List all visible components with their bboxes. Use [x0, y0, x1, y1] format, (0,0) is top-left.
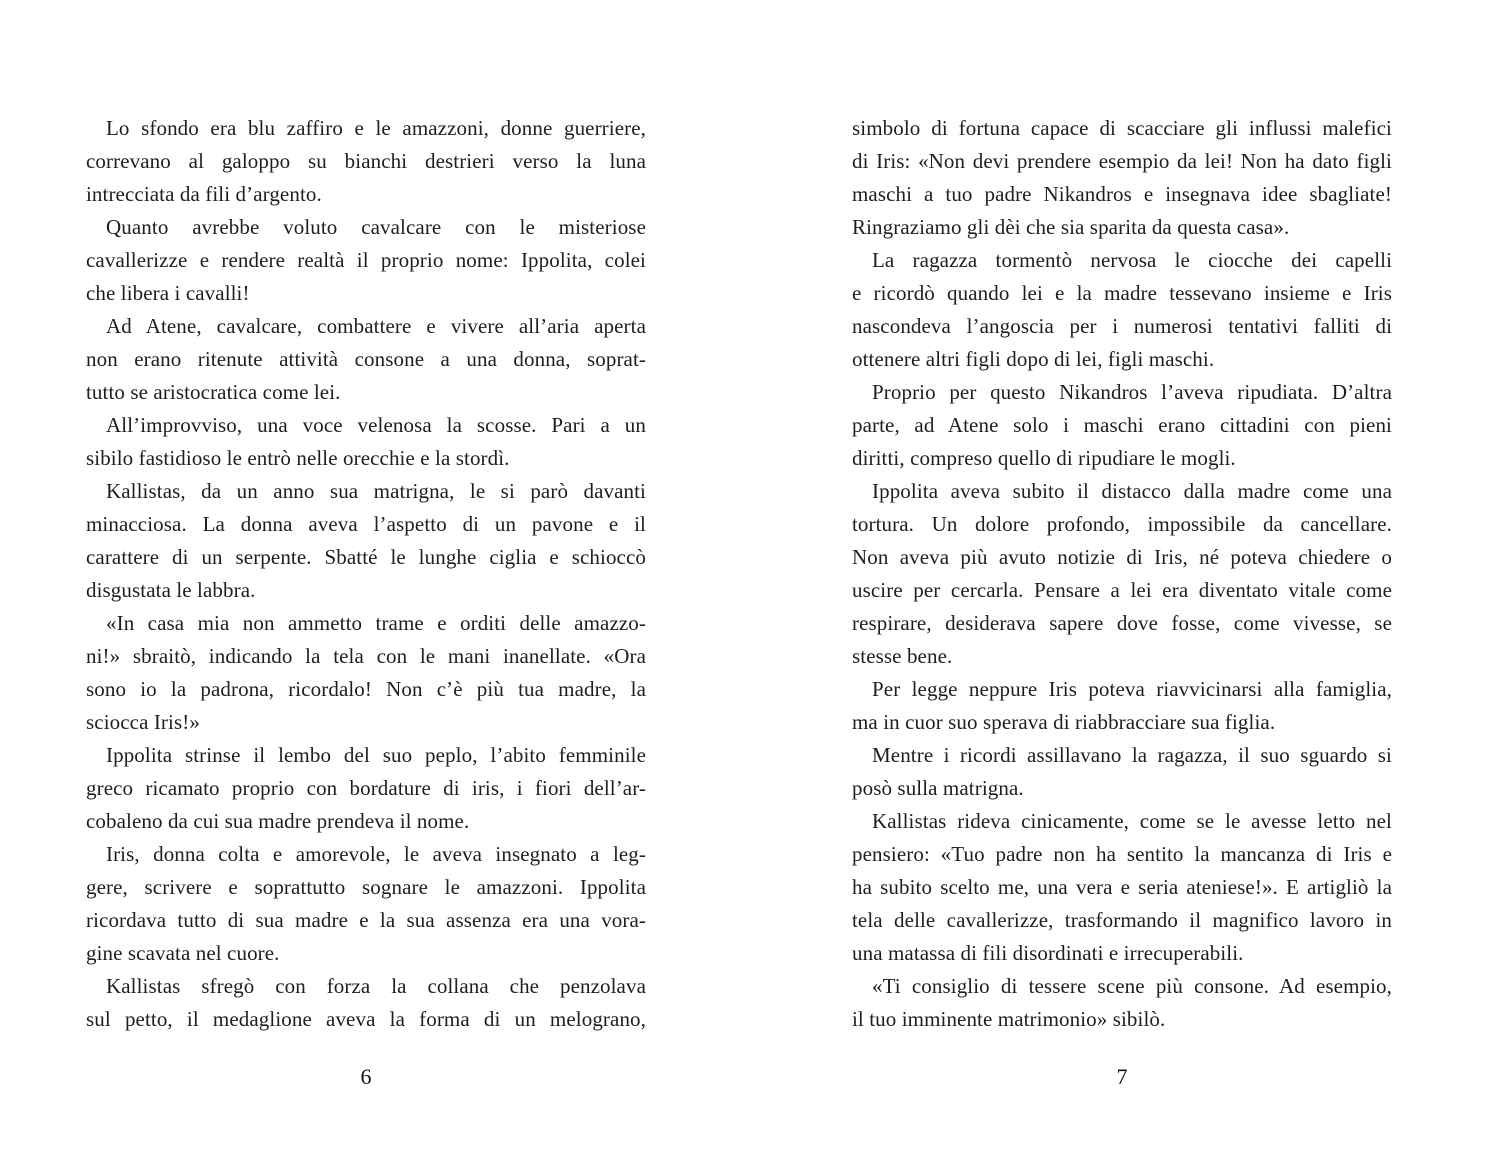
text-line: di Iris: «Non devi prendere esempio da lei! Non ha dato figli	[852, 149, 1392, 173]
page-number-left: 6	[360, 1064, 372, 1089]
text-line: respirare, desiderava sapere dove fosse, come vivesse, se	[852, 611, 1392, 635]
text-line: non erano ritenute attività consone a una donna, soprat-	[86, 347, 646, 371]
text-line: maschi a tuo padre Nikandros e insegnava idee sbagliate!	[852, 182, 1392, 206]
text-line: cobaleno da cui sua madre prendeva il nome.	[86, 809, 470, 833]
page-right-text-block	[852, 112, 1392, 1036]
text-line: parte, ad Atene solo i maschi erano cittadini con pieni	[852, 413, 1392, 437]
text-line: Quanto avrebbe voluto cavalcare con le misteriose	[106, 215, 646, 239]
text-line: posò sulla matrigna.	[852, 776, 1024, 800]
text-line: simbolo di fortuna capace di scacciare gli influssi malefici	[852, 116, 1392, 140]
text-line: e ricordò quando lei e la madre tessevano insieme e Iris	[852, 281, 1392, 305]
text-line: correvano al galoppo su bianchi destrieri verso la luna	[86, 149, 646, 173]
text-line: Ad Atene, cavalcare, combattere e vivere all’aria aperta	[106, 314, 646, 338]
page-left-text-block	[86, 112, 646, 1036]
text-line: minacciosa. La donna aveva l’aspetto di un pavone e il	[86, 512, 646, 536]
text-line: Lo sfondo era blu zaffiro e le amazzoni, donne guerriere,	[106, 116, 646, 140]
text-line: La ragazza tormentò nervosa le ciocche dei capelli	[872, 248, 1392, 272]
text-line: ottenere altri figli dopo di lei, figli maschi.	[852, 347, 1215, 371]
text-line: tortura. Un dolore profondo, impossibile da cancellare.	[852, 512, 1392, 536]
text-line: sul petto, il medaglione aveva la forma di un melograno,	[86, 1007, 646, 1031]
text-line: che libera i cavalli!	[86, 281, 250, 305]
text-line: Non aveva più avuto notizie di Iris, né poteva chiedere o	[852, 545, 1392, 569]
text-line: sciocca Iris!»	[86, 710, 200, 734]
text-line: ha subito scelto me, una vera e seria ateniese!». E artigliò la	[852, 875, 1392, 899]
text-line: tutto se aristocratica come lei.	[86, 380, 341, 404]
text-line: Kallistas rideva cinicamente, come se le avesse letto nel	[872, 809, 1392, 833]
text-line: greco ricamato proprio con bordature di iris, i fiori dell’ar-	[86, 776, 646, 800]
text-line: stesse bene.	[852, 644, 953, 668]
text-line: tela delle cavallerizze, trasformando il magnifico lavoro in	[852, 908, 1392, 932]
text-line: gine scavata nel cuore.	[86, 941, 280, 965]
text-line: uscire per cercarla. Pensare a lei era diventato vitale come	[852, 578, 1392, 602]
text-line: intrecciata da fili d’argento.	[86, 182, 322, 206]
text-line: Ringraziamo gli dèi che sia sparita da questa casa».	[852, 215, 1290, 239]
text-line: ricordava tutto di sua madre e la sua assenza era una vora-	[86, 908, 646, 932]
text-line: Kallistas, da un anno sua matrigna, le si parò davanti	[106, 479, 646, 503]
text-line: Kallistas sfregò con forza la collana che penzolava	[106, 974, 646, 998]
text-line: Ippolita strinse il lembo del suo peplo, l’abito femminile	[106, 743, 646, 767]
text-line: disgustata le labbra.	[86, 578, 256, 602]
text-line: «In casa mia non ammetto trame e orditi delle amazzo-	[106, 611, 646, 635]
text-line: ma in cuor suo sperava di riabbracciare sua figlia.	[852, 710, 1276, 734]
text-line: Ippolita aveva subito il distacco dalla madre come una	[872, 479, 1392, 503]
text-line: pensiero: «Tuo padre non ha sentito la mancanza di Iris e	[852, 842, 1392, 866]
text-line: gere, scrivere e soprattutto sognare le amazzoni. Ippolita	[86, 875, 646, 899]
text-line: una matassa di fili disordinati e irrecuperabili.	[852, 941, 1244, 965]
text-line: sono io la padrona, ricordalo! Non c’è più tua madre, la	[86, 677, 646, 701]
text-line: sibilo fastidioso le entrò nelle orecchie e la stordì.	[86, 446, 510, 470]
text-line: Proprio per questo Nikandros l’aveva ripudiata. D’altra	[872, 380, 1392, 404]
text-line: il tuo imminente matrimonio» sibilò.	[852, 1007, 1166, 1031]
text-line: Mentre i ricordi assillavano la ragazza, il suo sguardo si	[872, 743, 1392, 767]
text-line: Per legge neppure Iris poteva riavvicinarsi alla famiglia,	[872, 677, 1392, 701]
page-number-right: 7	[1116, 1064, 1128, 1089]
text-line: carattere di un serpente. Sbatté le lunghe ciglia e schioccò	[86, 545, 646, 569]
text-line: nascondeva l’angoscia per i numerosi tentativi falliti di	[852, 314, 1392, 338]
text-line: All’improvviso, una voce velenosa la scosse. Pari a un	[106, 413, 646, 437]
text-line: cavallerizze e rendere realtà il proprio nome: Ippolita, colei	[86, 248, 646, 272]
text-line: «Ti consiglio di tessere scene più consone. Ad esempio,	[872, 974, 1392, 998]
text-line: Iris, donna colta e amorevole, le aveva insegnato a leg-	[106, 842, 646, 866]
text-line: diritti, compreso quello di ripudiare le mogli.	[852, 446, 1236, 470]
text-line: ni!» sbraitò, indicando la tela con le mani inanellate. «Ora	[86, 644, 646, 668]
